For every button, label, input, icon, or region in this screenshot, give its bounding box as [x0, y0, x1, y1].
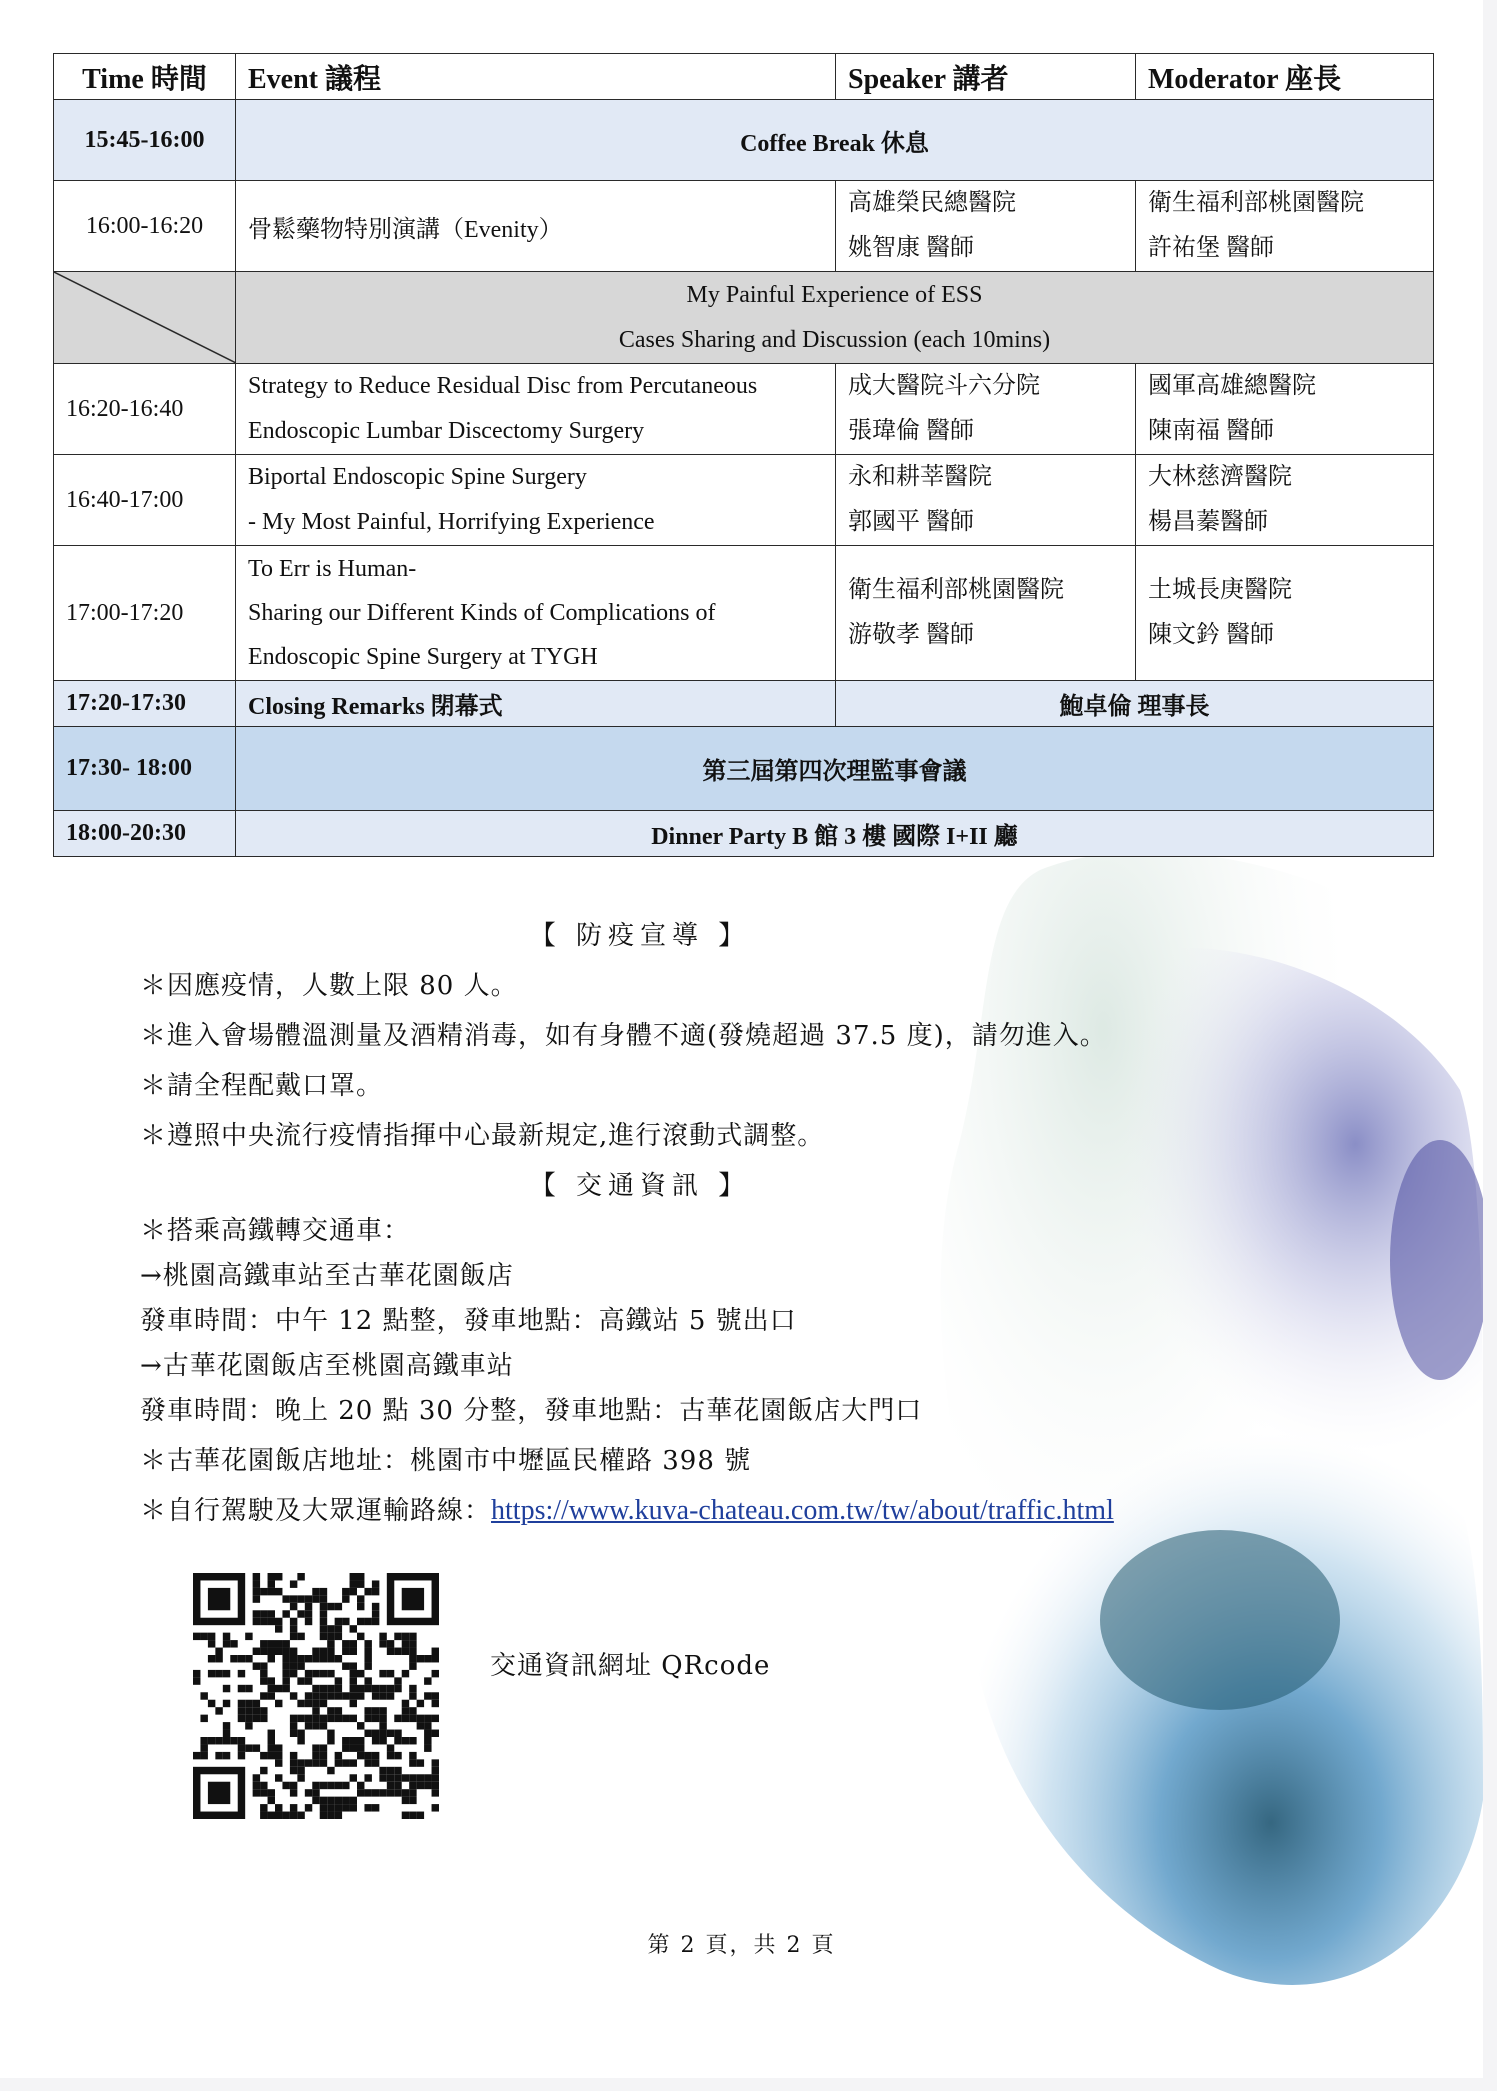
shuttle-title: ＊搭乘高鐵轉交通車： — [140, 1216, 411, 1246]
row-event: 骨鬆藥物特別演講（Evenity） — [236, 181, 836, 272]
speaker-hospital: 衛生福利部桃園醫院 — [848, 577, 1064, 603]
row-speaker — [836, 364, 1136, 455]
row-speaker — [836, 181, 1136, 272]
event-line: To Err is Human- — [248, 556, 417, 582]
route-2-time: 發車時間：晚上 20 點 30 分整，發車地點：古華花園飯店大門口 — [140, 1396, 923, 1426]
speaker-hospital: 成大醫院斗六分院 — [848, 373, 1040, 399]
row-event: Dinner Party B 館 3 樓 國際 I+II 廳 — [236, 811, 1434, 857]
speaker-name: 郭國平 醫師 — [848, 509, 974, 535]
header-time: Time 時間 — [54, 54, 236, 100]
event-line: Biportal Endoscopic Spine Surgery — [248, 464, 587, 490]
table-row — [54, 811, 1434, 857]
row-time: 17:00-17:20 — [54, 546, 236, 681]
row-event — [236, 364, 836, 455]
session-title — [236, 272, 1434, 364]
diagonal-line — [54, 272, 236, 363]
moderator-hospital: 衛生福利部桃園醫院 — [1148, 190, 1364, 216]
row-moderator — [1136, 181, 1434, 272]
epidemic-item: ＊請全程配戴口罩。 — [140, 1071, 384, 1101]
traffic-link[interactable]: https://www.kuva-chateau.com.tw/tw/about/traffic.html — [491, 1495, 1114, 1526]
table-row — [54, 181, 1434, 272]
table-row — [54, 681, 1434, 727]
table-row — [54, 364, 1434, 455]
row-time: 16:20-16:40 — [54, 364, 236, 455]
page-number: 第 2 頁，共 2 頁 — [647, 1933, 836, 1958]
epidemic-item: ＊進入會場體溫測量及酒精消毒，如有身體不適(發燒超過 37.5 度)，請勿進入。 — [140, 1021, 1107, 1051]
epidemic-item: ＊遵照中央流行疫情指揮中心最新規定,進行滾動式調整。 — [140, 1121, 825, 1151]
row-event: Coffee Break 休息 — [236, 100, 1434, 181]
row-speaker — [836, 455, 1136, 546]
row-event: 第三屆第四次理監事會議 — [236, 727, 1434, 811]
row-event: Closing Remarks 閉幕式 — [236, 681, 836, 727]
speaker-hospital: 永和耕莘醫院 — [848, 464, 992, 490]
row-event — [236, 455, 836, 546]
row-time: 17:30- 18:00 — [54, 727, 236, 811]
epidemic-item: ＊因應疫情，人數上限 80 人。 — [140, 971, 518, 1001]
moderator-hospital: 大林慈濟醫院 — [1148, 464, 1292, 490]
event-line: Sharing our Different Kinds of Complications of — [248, 600, 716, 626]
event-line: Endoscopic Lumbar Discectomy Surgery — [248, 418, 645, 444]
table-row — [54, 100, 1434, 181]
moderator-name: 陳文鈐 醫師 — [1148, 622, 1274, 648]
row-event — [236, 546, 836, 681]
moderator-name: 許祐堡 醫師 — [1148, 235, 1274, 261]
row-moderator — [1136, 546, 1434, 681]
table-row — [54, 455, 1434, 546]
row-moderator — [1136, 364, 1434, 455]
hotel-address: ＊古華花園飯店地址：桃園市中壢區民權路 398 號 — [140, 1446, 752, 1476]
speaker-name: 張瑋倫 醫師 — [848, 418, 974, 444]
moderator-hospital: 國軍高雄總醫院 — [1148, 373, 1316, 399]
row-speaker: 鮑卓倫 理事長 — [836, 681, 1434, 727]
session-line-1: My Painful Experience of ESS — [686, 281, 983, 308]
moderator-hospital: 土城長庚醫院 — [1148, 577, 1292, 603]
table-row — [54, 546, 1434, 681]
drive-info — [140, 1490, 1114, 1527]
speaker-hospital: 高雄榮民總醫院 — [848, 190, 1016, 216]
header-speaker: Speaker 講者 — [836, 54, 1136, 100]
qr-label: 交通資訊網址 QRcode — [490, 1651, 771, 1681]
event-line: Endoscopic Spine Surgery at TYGH — [248, 644, 598, 670]
table-row — [54, 272, 1434, 364]
row-time: 16:00-16:20 — [54, 181, 236, 272]
moderator-name: 楊昌蓁醫師 — [1148, 509, 1268, 535]
traffic-heading: 【 交通資訊 】 — [529, 1171, 751, 1201]
speaker-name: 游敬孝 醫師 — [848, 622, 974, 648]
qr-code-icon[interactable] — [193, 1573, 439, 1819]
row-time: 18:00-20:30 — [54, 811, 236, 857]
row-speaker — [836, 546, 1136, 681]
moderator-name: 陳南福 醫師 — [1148, 418, 1274, 444]
diagonal-cell — [54, 272, 236, 364]
event-line: Strategy to Reduce Residual Disc from Percutaneous — [248, 373, 758, 399]
route-1-time: 發車時間：中午 12 點整，發車地點：高鐵站 5 號出口 — [140, 1306, 797, 1336]
header-event: Event 議程 — [236, 54, 836, 100]
drive-label: ＊自行駕駛及大眾運輸路線： — [140, 1496, 492, 1526]
agenda-table — [53, 53, 1434, 857]
route-1: →桃園高鐵車站至古華花園飯店 — [140, 1261, 514, 1291]
event-line: - My Most Painful, Horrifying Experience — [248, 509, 655, 535]
row-time: 15:45-16:00 — [54, 100, 236, 181]
epidemic-heading: 【 防疫宣導 】 — [529, 921, 751, 951]
session-line-2: Cases Sharing and Discussion (each 10mins) — [618, 326, 1051, 353]
route-2: →古華花園飯店至桃園高鐵車站 — [140, 1351, 514, 1381]
speaker-name: 姚智康 醫師 — [848, 235, 974, 261]
table-row — [54, 727, 1434, 811]
row-moderator — [1136, 455, 1434, 546]
row-time: 17:20-17:30 — [54, 681, 236, 727]
table-header-row — [54, 54, 1434, 100]
header-moderator: Moderator 座長 — [1136, 54, 1434, 100]
row-time: 16:40-17:00 — [54, 455, 236, 546]
